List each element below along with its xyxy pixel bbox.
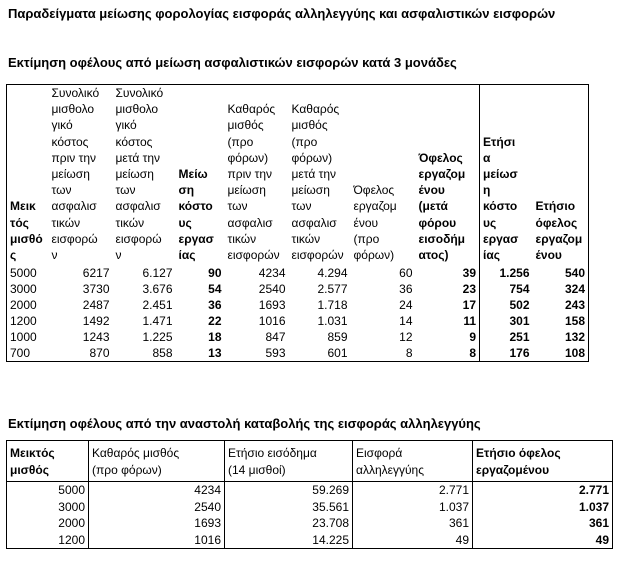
table-cell: 1016 [258, 314, 286, 329]
table-cell: 35.561 [225, 499, 353, 516]
table-row [7, 499, 613, 516]
column-header: Ετήσιο όφελος εργαζομ ένου [535, 199, 583, 263]
table-cell: 243 [564, 298, 585, 313]
table-cell: 13 [208, 346, 222, 361]
table-cell: 1492 [82, 314, 110, 329]
table-cell: 54 [208, 282, 222, 297]
table-cell: 1.037 [353, 499, 473, 516]
table-cell: 14.225 [225, 532, 353, 549]
solidarity-contribution-table [6, 440, 613, 549]
table-cell: 3000 [10, 282, 37, 297]
table-row [7, 329, 589, 345]
table-cell: 601 [327, 346, 348, 361]
table-cell: 5000 [7, 482, 89, 499]
table-cell: 18 [208, 330, 222, 345]
table-cell: 36 [399, 282, 413, 297]
table-cell: 2.771 [353, 482, 473, 499]
table-cell: 2540 [89, 499, 225, 516]
column-header: Όφελος εργαζομ ένου (μετά φόρου εισοδήμ ατος) [416, 85, 480, 266]
column-header: Μεικ τός μισθό ς [10, 199, 43, 263]
table-cell: 1.256 [499, 266, 530, 281]
table-cell: 3000 [7, 499, 89, 516]
table-cell: 9 [416, 329, 480, 345]
table-cell: 1200 [10, 314, 37, 329]
table-cell: 12 [399, 330, 413, 345]
table-cell: 6.127 [142, 266, 173, 281]
table-cell: 502 [509, 298, 530, 313]
table-cell: 4.294 [317, 266, 348, 281]
column-header: Ετήσιο εισόδημα (14 μισθοί) [225, 441, 353, 482]
table-cell: 1.718 [317, 298, 348, 313]
table-cell: 49 [473, 532, 613, 549]
table-cell: 4234 [258, 266, 286, 281]
table-cell: 5000 [10, 266, 37, 281]
table-cell: 24 [399, 298, 413, 313]
table-row [7, 345, 589, 362]
table-cell: 2000 [10, 298, 37, 313]
table-cell: 39 [416, 265, 480, 281]
table-cell: 859 [327, 330, 348, 345]
column-header: Συνολικό μισθολο γικό κόστος πριν την μείωση των ασφαλισ τικών εισφορώ ν [51, 86, 100, 263]
table-cell: 1.225 [142, 330, 173, 345]
table-cell: 3730 [82, 282, 110, 297]
column-header: Συνολικό μισθολο γικό κόστος μετά την μείωση των ασφαλισ τικών εισφορώ ν [115, 86, 164, 263]
table-cell: 858 [152, 346, 173, 361]
table-cell: 22 [208, 314, 222, 329]
table-cell: 540 [564, 266, 585, 281]
table-cell: 1200 [7, 532, 89, 549]
table-cell: 2.771 [473, 482, 613, 499]
column-header: Καθαρός μισθός (προ φόρων) μετά την μείωση των ασφαλισ τικών εισφορών [291, 102, 344, 263]
table-cell: 754 [509, 282, 530, 297]
table-cell: 593 [265, 346, 286, 361]
table-cell: 176 [509, 346, 530, 361]
page-title: Παραδείγματα μείωσης φορολογίας εισφοράς αλληλεγγύης και ασφαλιστικών εισφορών [8, 6, 556, 21]
column-header: Εισφορά αλληλεγγύης [353, 441, 473, 482]
table-row [7, 482, 613, 499]
table-row [7, 297, 589, 313]
table-cell: 1000 [10, 330, 37, 345]
table-cell: 2487 [82, 298, 110, 313]
column-header: Καθαρός μισθός (προ φόρων) πριν την μείωση των ασφαλισ τικών εισφορών [227, 102, 280, 263]
table-row [7, 313, 589, 329]
table-cell: 132 [564, 330, 585, 345]
column-header: Μεικτός μισθός [7, 441, 89, 482]
table-cell: 1693 [89, 515, 225, 532]
table-header-row [7, 441, 613, 482]
column-header: Ετήσιο όφελος εργαζομένου [473, 441, 613, 482]
section1-title: Εκτίμηση οφέλους από μείωση ασφαλιστικών εισφορών κατά 3 μονάδες [8, 55, 457, 70]
table-cell: 108 [564, 346, 585, 361]
column-header: Όφελος εργαζομ ένου (προ φόρων) [353, 183, 397, 263]
table-cell: 6217 [82, 266, 110, 281]
table-cell: 324 [564, 282, 585, 297]
table-cell: 361 [473, 515, 613, 532]
table-cell: 60 [399, 266, 413, 281]
table-cell: 251 [509, 330, 530, 345]
table-cell: 301 [509, 314, 530, 329]
table-cell: 1.037 [473, 499, 613, 516]
table-row [7, 515, 613, 532]
table-cell: 90 [208, 266, 222, 281]
table-cell: 4234 [89, 482, 225, 499]
table-cell: 23.708 [225, 515, 353, 532]
column-header: Μείω ση κόστο υς εργασ ίας [178, 167, 214, 263]
column-header: Καθαρός μισθός (προ φόρων) [89, 441, 225, 482]
table-cell: 2000 [7, 515, 89, 532]
table-cell: 870 [89, 346, 110, 361]
table-cell: 1693 [258, 298, 286, 313]
table-cell: 11 [416, 313, 480, 329]
table-cell: 1016 [89, 532, 225, 549]
table-cell: 2.451 [142, 298, 173, 313]
table-row [7, 281, 589, 297]
insurance-contribution-table [6, 84, 589, 362]
table-cell: 158 [564, 314, 585, 329]
table-cell: 14 [399, 314, 413, 329]
table-cell: 1243 [82, 330, 110, 345]
table-cell: 49 [353, 532, 473, 549]
table-cell: 59.269 [225, 482, 353, 499]
table-cell: 8 [405, 346, 413, 361]
table-cell: 23 [416, 281, 480, 297]
table-cell: 2540 [258, 282, 286, 297]
table-cell: 17 [416, 297, 480, 313]
table-cell: 700 [10, 346, 31, 361]
table-cell: 361 [353, 515, 473, 532]
table-cell: 1.471 [142, 314, 173, 329]
table-cell: 2.577 [317, 282, 348, 297]
table-header-row [7, 85, 589, 266]
table-row [7, 532, 613, 549]
table-cell: 36 [208, 298, 222, 313]
table-cell: 1.031 [317, 314, 348, 329]
table-cell: 3.676 [142, 282, 173, 297]
column-header: Ετήσι α μείωσ η κόστο υς εργασ ίας [483, 134, 519, 263]
table-cell: 8 [416, 345, 480, 362]
table-row [7, 265, 589, 281]
table-cell: 847 [265, 330, 286, 345]
section2-title: Εκτίμηση οφέλους από την αναστολή καταβολής της εισφοράς αλληλεγγύης [8, 416, 481, 431]
